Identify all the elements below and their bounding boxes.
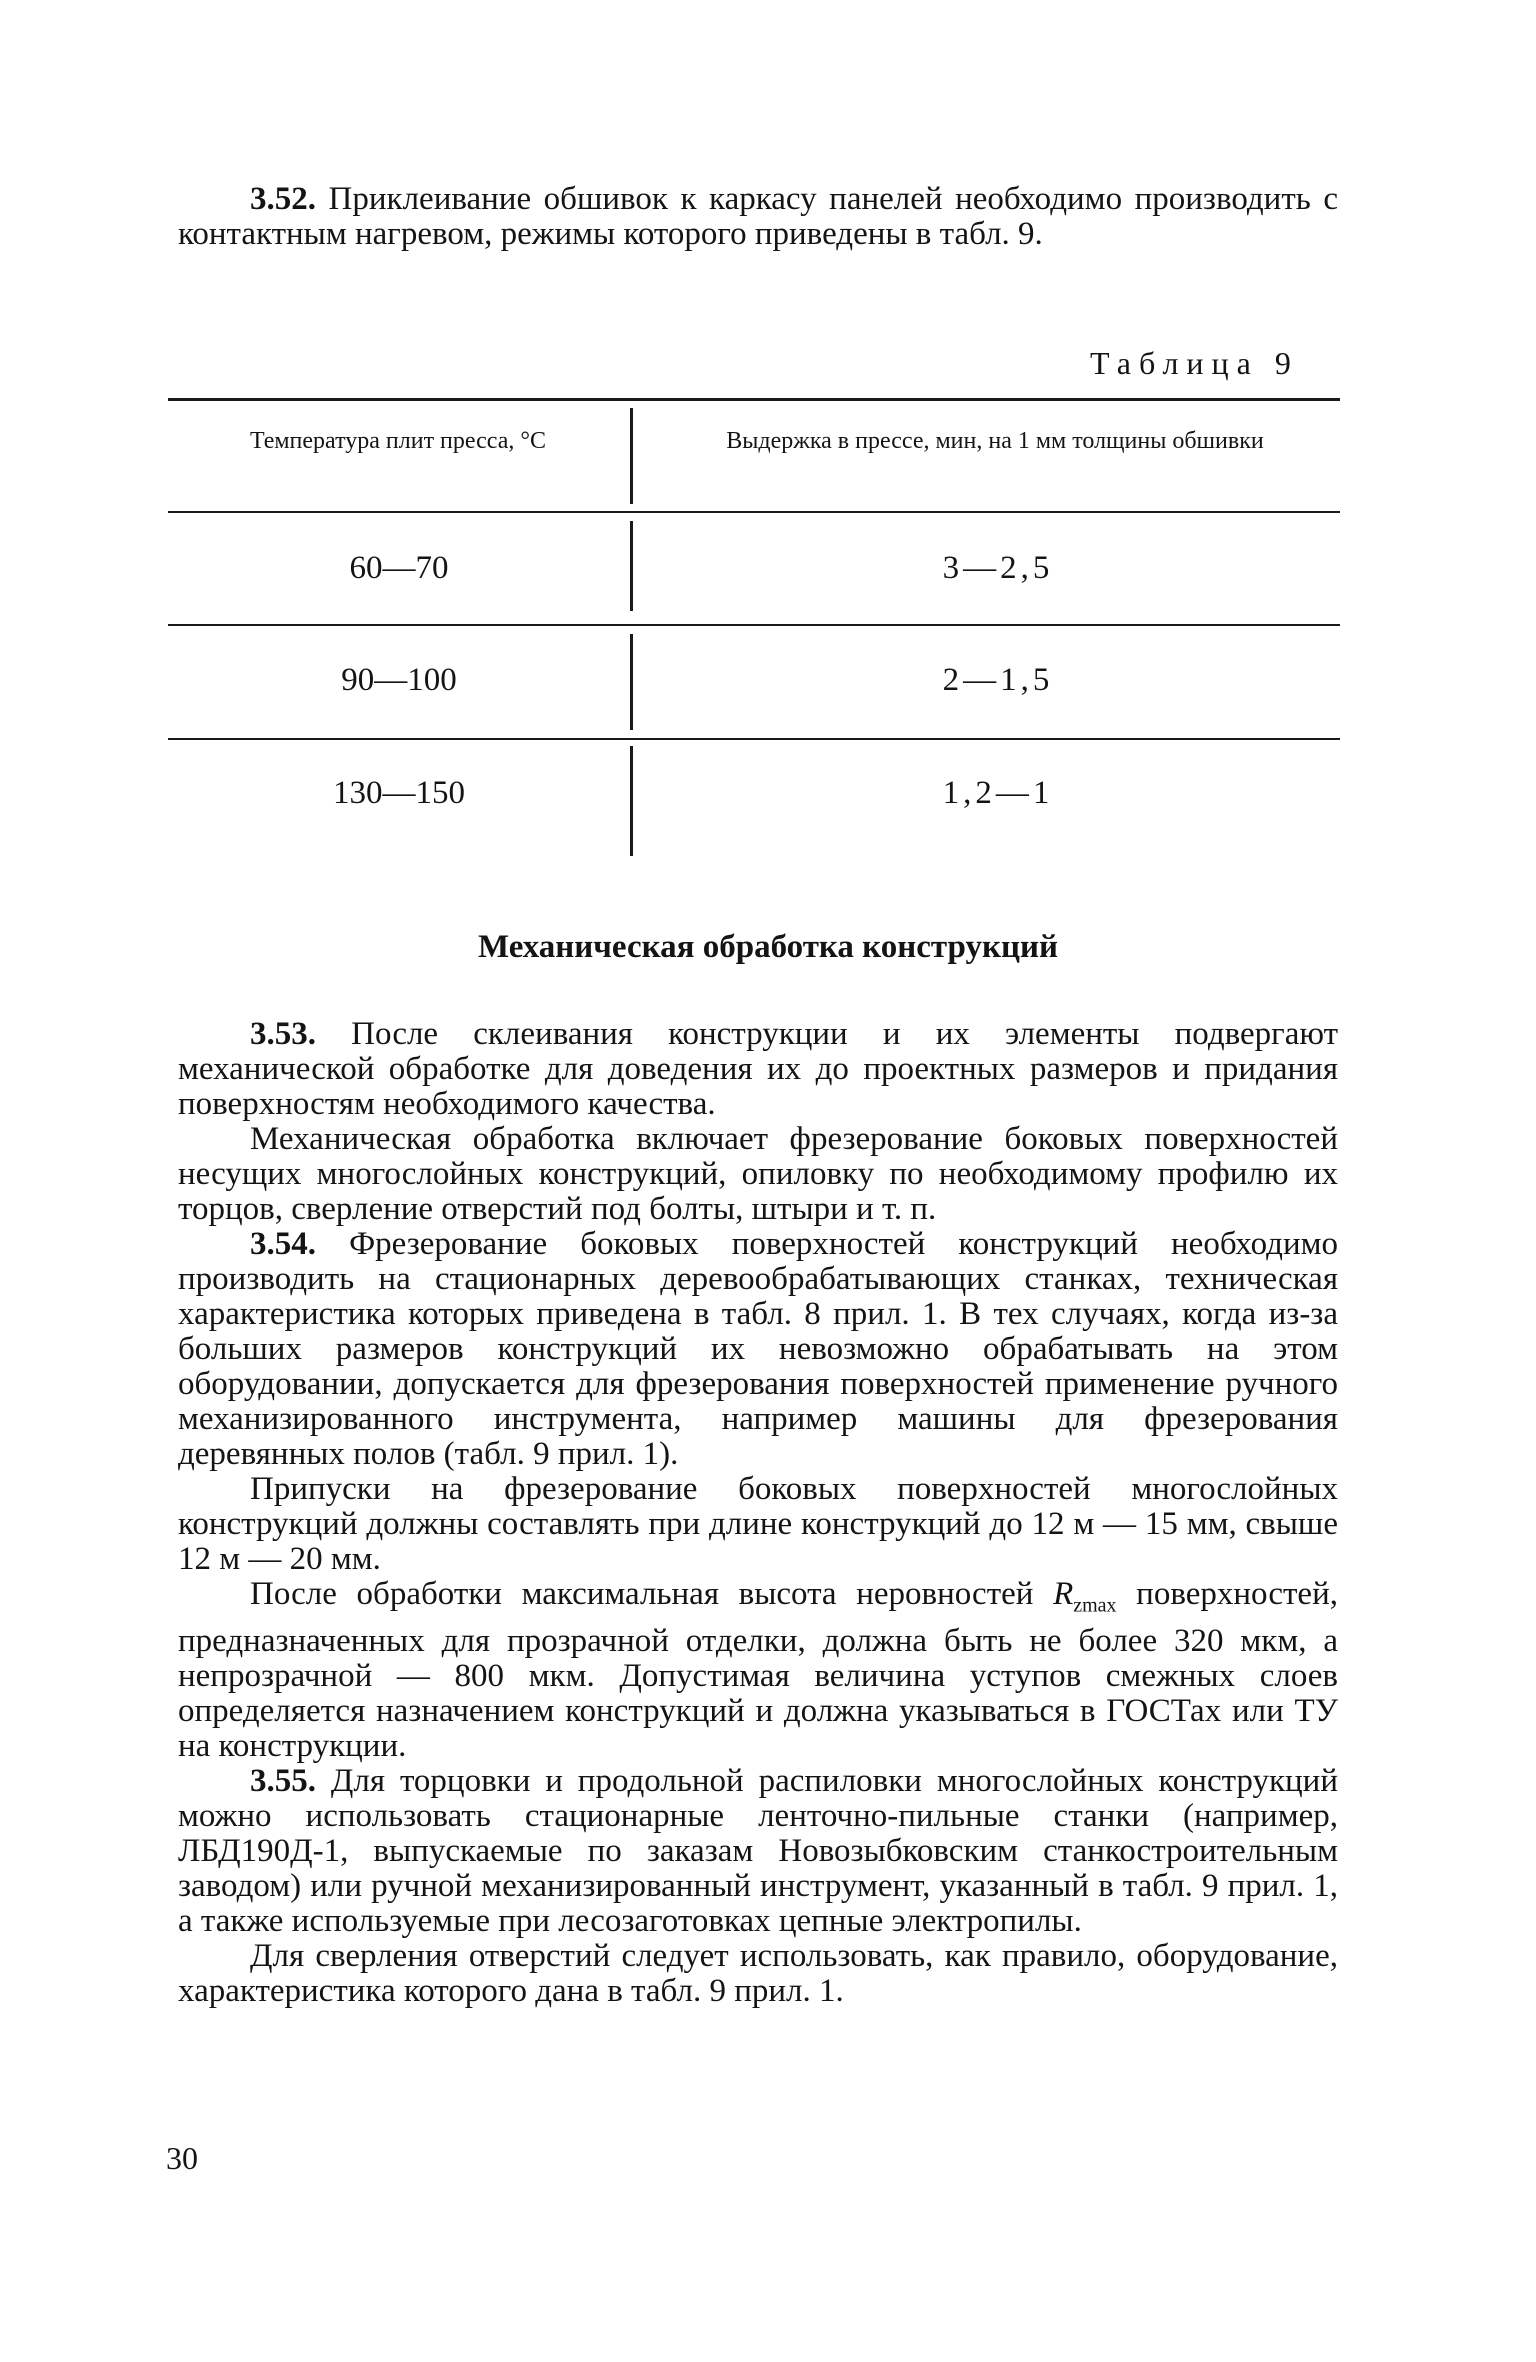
paragraph-text: Приклеивание обшивок к каркасу панелей необходимо производить с контактным нагревом, режимы которого приведены в табл. 9. <box>178 181 1338 252</box>
column-divider <box>630 408 633 504</box>
cell-temperature: 60—70 <box>349 550 449 586</box>
paragraph-number: 3.54. <box>250 1226 316 1262</box>
table-rule <box>168 398 1340 401</box>
paragraph-allowance: Припуски на фрезерование боковых поверхностей многослойных конструкций должны составлять при длине конструкций до 12 м — 15 мм, свыше 12 м — 20 мм. <box>178 1471 1338 1577</box>
column-divider <box>630 521 633 611</box>
paragraph-3-54 <box>178 1227 1338 1472</box>
paragraph-number: 3.55. <box>250 1762 316 1799</box>
paragraph-3-53-continued: Механическая обработка включает фрезерование боковых поверхностей несущих многослойных конструкций, опиловку по необходимому профилю их торцов, сверление отверстий под болты, штыри и т. п. <box>178 1121 1338 1227</box>
table-rule <box>168 511 1340 513</box>
paragraph-text: Для торцовки и продольной распиловки многослойных конструкций можно использовать стационарные ленточно-пильные станки (например, ЛБД190Д-1, выпускаемые по заказам Новозыбковским станкостроительным заводом) или ручной механизированный инструмент, указанный в табл. 9 прил. 1, а также используемые при лесозаготовках цепные электропилы. <box>178 1762 1338 1939</box>
rz-subscript: zmax <box>1073 1594 1117 1617</box>
section-heading: Механическая обработка конструкций <box>478 929 1058 965</box>
paragraph-text: После обработки максимальная высота неровностей <box>250 1576 1054 1612</box>
paragraph-roughness <box>178 1577 1338 1764</box>
table-rule <box>168 624 1340 626</box>
header-temperature: Температура плит пресса, °С <box>249 428 547 454</box>
paragraph-3-52 <box>178 182 1338 252</box>
paragraph-text: поверхностей, предназначенных для прозрачной отделки, должна быть не более 320 мкм, а непрозрачной — 800 мкм. Допустимая величина уступов смежных слоев определяется назначением конструкций и должна указываться в ГОСТах или ТУ на конструкции. <box>178 1576 1338 1764</box>
cell-hold-time: 1,2—1 <box>942 775 1054 811</box>
paragraph-drilling: Для сверления отверстий следует использовать, как правило, оборудование, характеристика которого дана в табл. 9 прил. 1. <box>178 1937 1338 2009</box>
cell-temperature: 130—150 <box>333 775 465 811</box>
body-text <box>178 1017 1338 2009</box>
paragraph-number: 3.53. <box>250 1016 316 1052</box>
paragraph-number: 3.52. <box>250 181 316 217</box>
table-caption: Таблица 9 <box>1090 345 1299 381</box>
table-rule <box>168 738 1340 740</box>
column-divider <box>630 746 633 856</box>
column-divider <box>630 634 633 730</box>
cell-hold-time: 3—2,5 <box>942 550 1054 586</box>
paragraph-text: После склеивания конструкции и их элементы подвергают механической обработке для доведения их до проектных размеров и придания поверхностям необходимого качества. <box>178 1016 1338 1122</box>
paragraph-3-55 <box>178 1764 1338 1939</box>
cell-hold-time: 2—1,5 <box>942 662 1054 698</box>
paragraph-3-53 <box>178 1017 1338 1122</box>
rz-symbol: R <box>1053 1576 1074 1612</box>
page-number: 30 <box>166 2140 198 2176</box>
paragraph-text: Фрезерование боковых поверхностей конструкций необходимо производить на стационарных деревообрабатывающих станках, техническая характеристика которых приведена в табл. 8 прил. 1. В тех случаях, когда из-за больших размеров конструкций их невозможно обрабатывать на этом оборудовании, допускается для фрезерования поверхностей применение ручного механизированного инструмента, например машины для фрезерования деревянных полов (табл. 9 прил. 1). <box>178 1226 1338 1472</box>
table-9 <box>168 398 1340 864</box>
header-hold-time: Выдержка в прессе, мин, на 1 мм толщины обшивки <box>726 428 1264 454</box>
cell-temperature: 90—100 <box>341 662 457 698</box>
